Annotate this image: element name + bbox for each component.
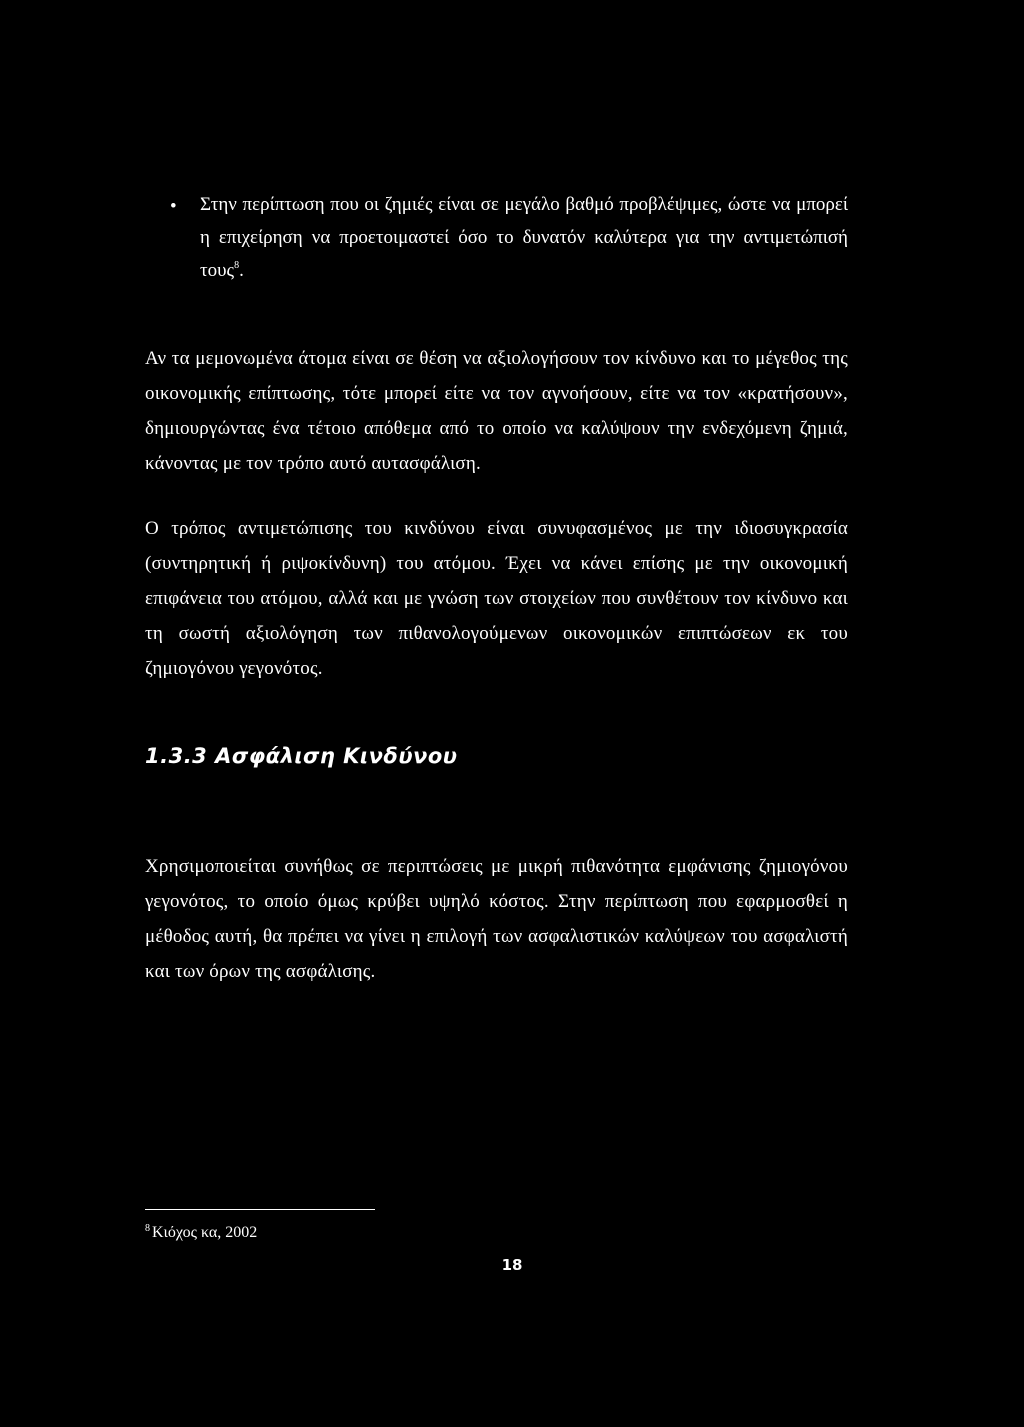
paragraph-insurance: Χρησιμοποιείται συνήθως σε περιπτώσεις με μικρή πιθανότητα εμφάνισης ζημιογόνου γεγονότος, το οποίο όμως κρύβει υψηλό κόστος. Στην περίπτωση που εφαρμοσθεί η μέθοδος αυτή, θα πρέπει να γίνει η επιλογή των ασφαλιστικών καλύψεων του ασφαλιστή και των όρων της ασφάλισης. — [145, 856, 848, 982]
bullet-paragraph — [200, 188, 848, 287]
bullet-paragraph-text: Στην περίπτωση που οι ζημιές είναι σε μεγάλο βαθμό προβλέψιμες, ώστε να μπορεί η επιχείρηση να προετοιμαστεί όσο το δυνατόν καλύτερα για την αντιμετώπισή τους — [200, 194, 848, 281]
paragraph-risk-attitude: Ο τρόπος αντιμετώπισης του κινδύνου είναι συνυφασμένος με την ιδιοσυγκρασία (συντηρητική ή ριψοκίνδυνη) του ατόμου. Έχει να κάνει επίσης με την οικονομική επιφάνεια του ατόμου, αλλά και με γνώση των στοιχείων που συνθέτουν τον κίνδυνο και τη σωστή αξιολόγηση των πιθανολογούμενων οικονομικών επιπτώσεων εκ του ζημιογόνου γεγονότος. — [145, 518, 848, 679]
page-number: 18 — [501, 1256, 523, 1274]
bullet-paragraph-end: . — [239, 260, 244, 281]
footnote — [145, 1218, 257, 1244]
paragraph-self-insurance: Αν τα μεμονωμένα άτομα είναι σε θέση να αξιολογήσουν τον κίνδυνο και το μέγεθος της οικονομικής επίπτωσης, τότε μπορεί είτε να τον αγνοήσουν, είτε να τον «κρατήσουν», δημιουργώντας ένα τέτοιο απόθεμα από το οποίο να καλύψουν την ενδεχόμενη ζημιά, κάνοντας με τον τρόπο αυτό αυτασφάλιση. — [145, 348, 848, 474]
bullet-marker: • — [170, 196, 177, 217]
footnote-divider — [145, 1209, 375, 1210]
footnote-number: 8 — [145, 1223, 150, 1234]
footnote-reference: 8 — [234, 260, 240, 271]
section-heading: 1.3.3 Ασφάλιση Κινδύνου — [145, 744, 458, 768]
footnote-text: Κιόχος κα, 2002 — [152, 1224, 258, 1241]
